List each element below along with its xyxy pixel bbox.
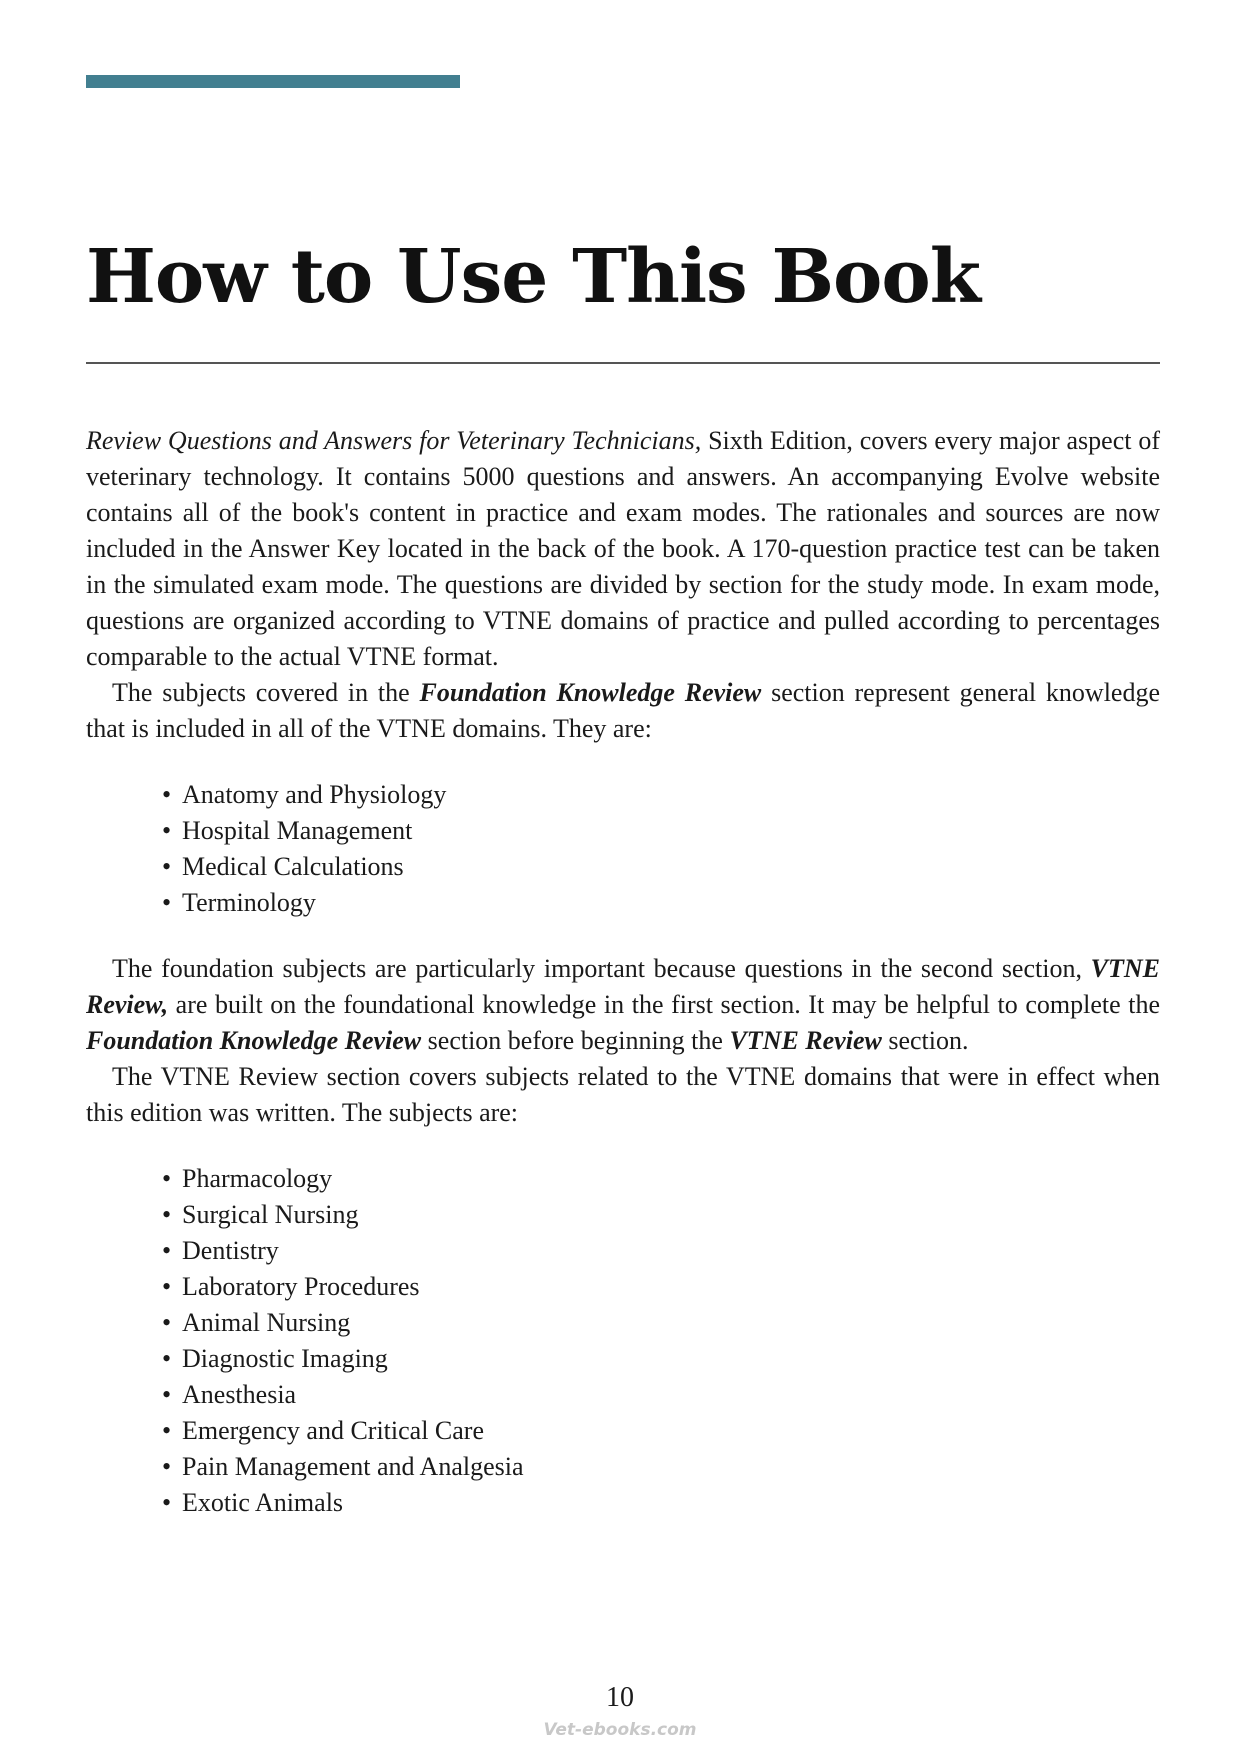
vtne-paragraph: The VTNE Review section covers subjects related to the VTNE domains that were in effect when this edition was written. The subjects are:: [86, 1062, 1160, 1127]
intro-body: Sixth Edition, covers every major aspect of veterinary technology. It contains 5000 questions and answers. An accompanying Evolve website contains all of the book's content in practice and exam modes. The rationales and sources are now included in the Answer Key located in the back of the book. A 170-question practice test can be taken in the simulated exam mode. The questions are divided by section for the study mode. In exam mode, questions are organized according to VTNE domains of practice and pulled according to percentages comparable to the actual VTNE format.: [86, 426, 1160, 671]
foundation-section-name: Foundation Knowledge Review: [419, 678, 762, 707]
page-number: 10: [606, 1682, 634, 1713]
foundation-text-before: The subjects covered in the: [112, 678, 420, 707]
list-item: • Medical Calculations: [162, 849, 1160, 885]
importance-text-2: are built on the foundational knowledge in the first section. It may be helpful to complete the: [168, 990, 1160, 1019]
importance-text-3: section before beginning the: [421, 1026, 730, 1055]
importance-text-1: The foundation subjects are particularly important because questions in the second section,: [112, 954, 1091, 983]
list-item: • Animal Nursing: [162, 1305, 1160, 1341]
list-item: • Exotic Animals: [162, 1485, 1160, 1521]
foundation-text-after: section represent general knowledge that is included in all of the VTNE domains. They are:: [86, 678, 1160, 743]
list-item: • Pain Management and Analgesia: [162, 1449, 1160, 1485]
page-title: How to Use This Book: [86, 234, 981, 320]
foundation-section-name: Foundation Knowledge Review: [86, 1026, 422, 1055]
list-item: • Dentistry: [162, 1233, 1160, 1269]
list-item: • Surgical Nursing: [162, 1197, 1160, 1233]
foundation-paragraph: [86, 675, 1160, 747]
list-item: • Diagnostic Imaging: [162, 1341, 1160, 1377]
title-divider: [86, 362, 1160, 364]
vtne-subject-list: [86, 1161, 1160, 1521]
foundation-subject-list: [86, 777, 1160, 921]
list-item: • Anesthesia: [162, 1377, 1160, 1413]
list-item: • Laboratory Procedures: [162, 1269, 1160, 1305]
list-item: • Terminology: [162, 885, 1160, 921]
accent-bar: [86, 75, 460, 88]
main-content: [86, 423, 1160, 1521]
intro-paragraph: [86, 423, 1160, 675]
importance-text-4: section.: [881, 1026, 969, 1055]
vtne-review-name: VTNE Review,: [86, 954, 1160, 1019]
importance-paragraph: [86, 951, 1160, 1059]
watermark: Vet-ebooks.com: [543, 1720, 697, 1740]
vtne-review-name: VTNE Review: [729, 1026, 882, 1055]
list-item: • Anatomy and Physiology: [162, 777, 1160, 813]
list-item: • Emergency and Critical Care: [162, 1413, 1160, 1449]
book-title: Review Questions and Answers for Veterinary Technicians,: [86, 426, 702, 455]
list-item: • Hospital Management: [162, 813, 1160, 849]
list-item: • Pharmacology: [162, 1161, 1160, 1197]
